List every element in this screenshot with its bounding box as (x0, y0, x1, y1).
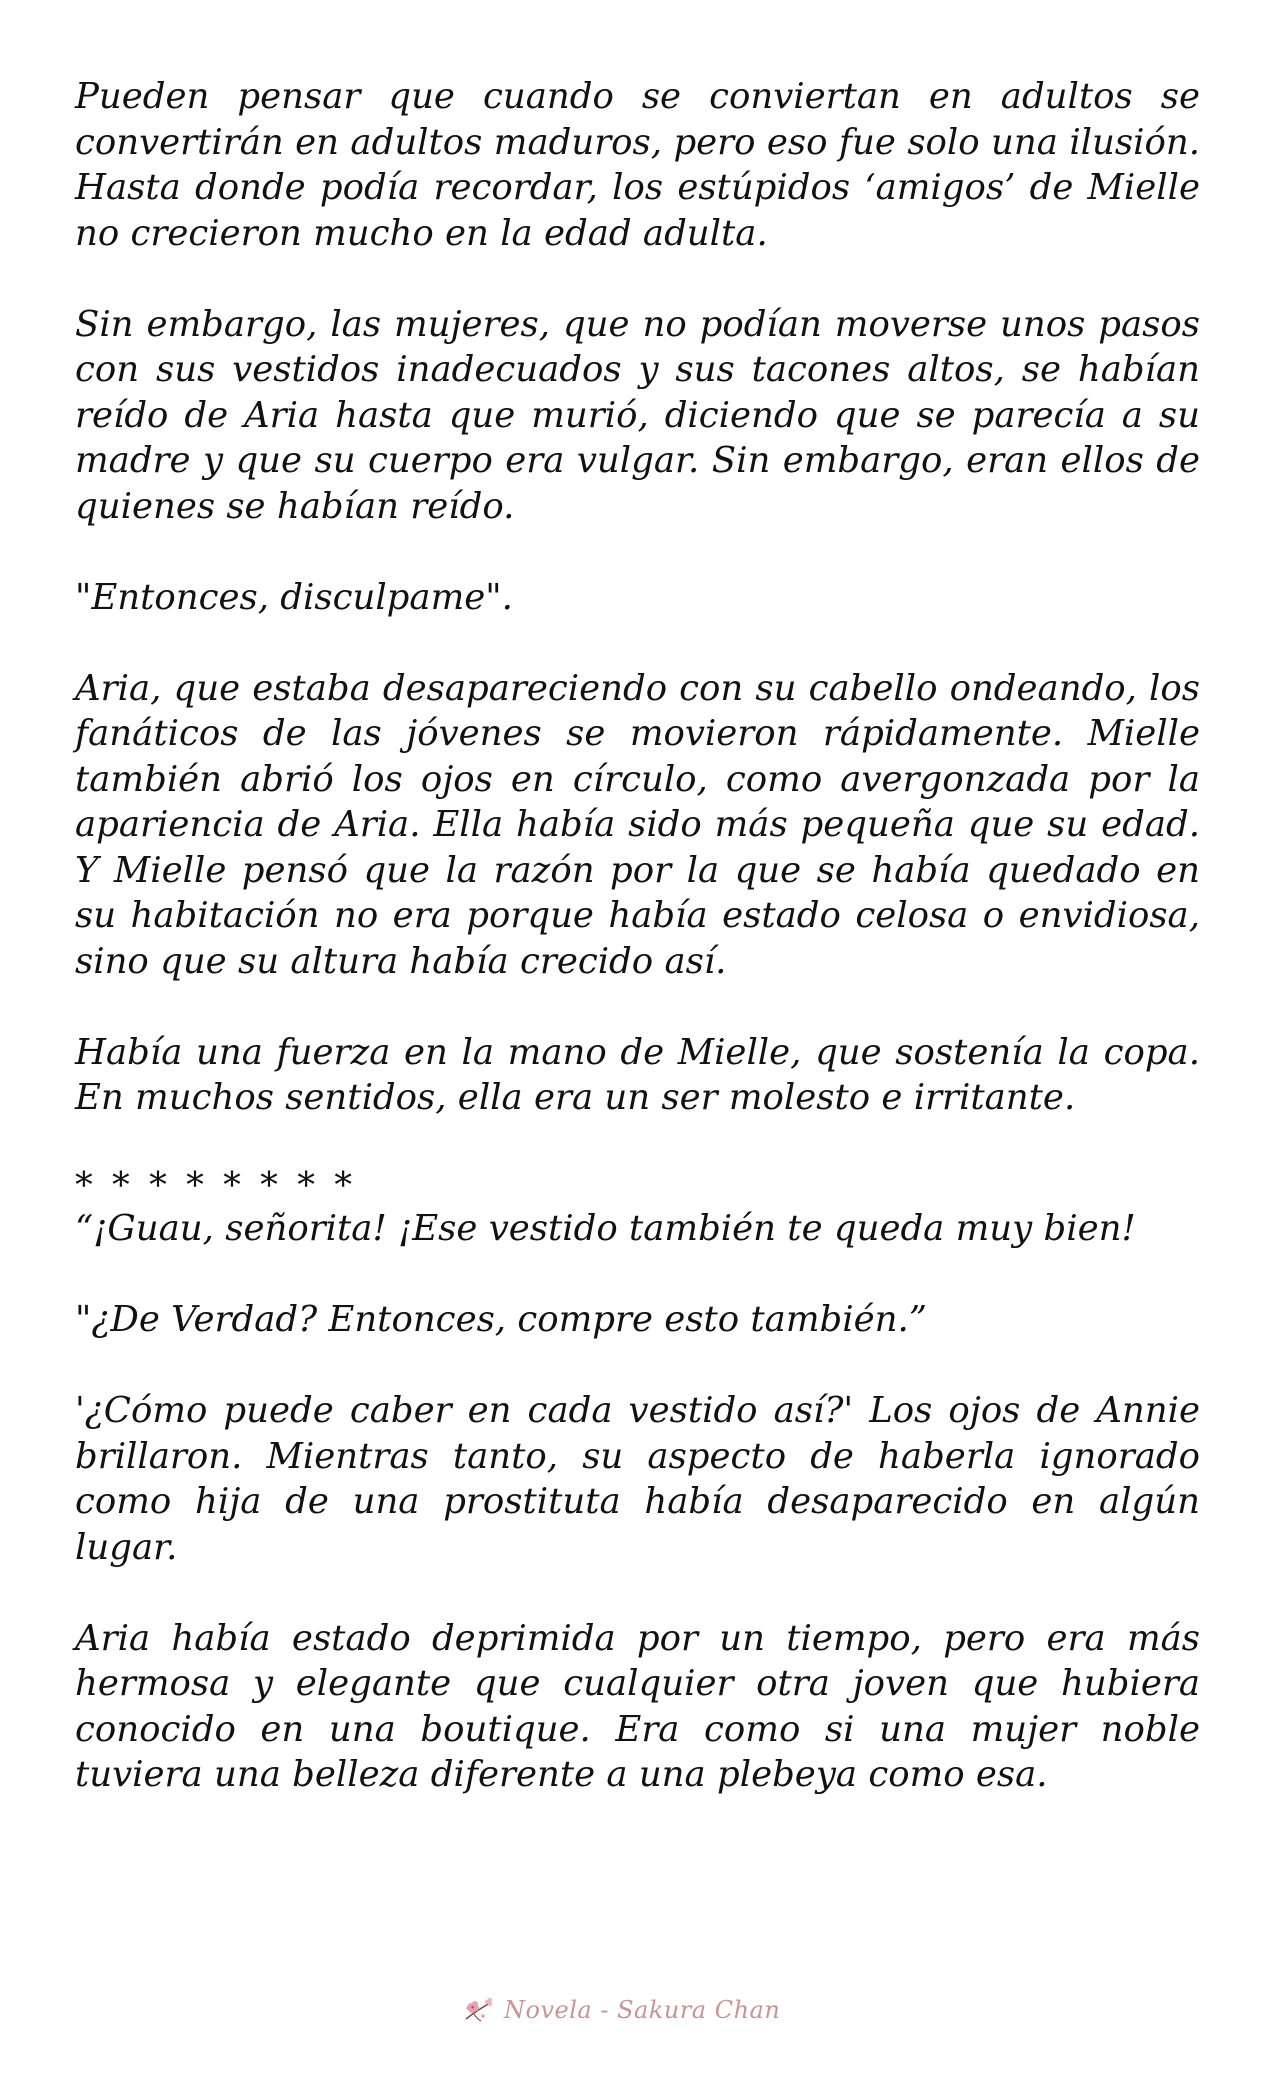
document-body (75, 74, 1200, 1798)
paragraph-1: Pueden pensar que cuando se conviertan en adultos se convertirán en adultos maduros, pero eso fue solo una ilusión. Hasta donde podía recordar, los estúpidos ‘amigos’ de Mielle no crecieron mucho en la edad adulta. (75, 76, 1200, 254)
watermark-text: Novela - Sakura Chan (504, 1996, 781, 2024)
paragraph-7: "¿De Verdad? Entonces, compre esto también.” (75, 1299, 927, 1340)
paragraph-8: '¿Cómo puede caber en cada vestido así?' Los ojos de Annie brillaron. Mientras tanto, su aspecto de haberla ignorado como hija de una prostituta había desaparecido en algún lugar. (75, 1390, 1200, 1568)
scene-separator: * * * * * * * * (75, 1165, 356, 1206)
paragraph-4: Aria, que estaba desapareciendo con su cabello ondeando, los fanáticos de las jóvenes se movieron rápidamente. Mielle también abrió los ojos en círculo, como avergonzada por la apariencia de Aria. Ella había sido más pequeña que su edad. Y Mielle pensó que la razón por la que se había quedado en su habitación no era porque había estado celosa o envidiosa, sino que su altura había crecido así. (75, 667, 1200, 982)
paragraph-2: Sin embargo, las mujeres, que no podían moverse unos pasos con sus vestidos inadecuados y sus tacones altos, se habían reído de Aria hasta que murió, diciendo que se parecía a su madre y que su cuerpo era vulgar. Sin embargo, eran ellos de quienes se habían reído. (75, 303, 1200, 527)
paragraph-6: “¡Guau, señorita! ¡Ese vestido también te queda muy bien! (75, 1208, 1136, 1249)
watermark (462, 1990, 822, 2030)
paragraph-3: "Entonces, disculpame". (75, 576, 513, 618)
paragraph-9: Aria había estado deprimida por un tiempo, pero era más hermosa y elegante que cualquier otra joven que hubiera conocido en una boutique. Era como si una mujer noble tuviera una belleza diferente a una plebeya como esa. (75, 1617, 1200, 1795)
cherry-blossom-icon (462, 1995, 496, 2025)
paragraph-5: Había una fuerza en la mano de Mielle, que sostenía la copa. En muchos sentidos, ella era un ser molesto e irritante. (75, 1031, 1200, 1118)
